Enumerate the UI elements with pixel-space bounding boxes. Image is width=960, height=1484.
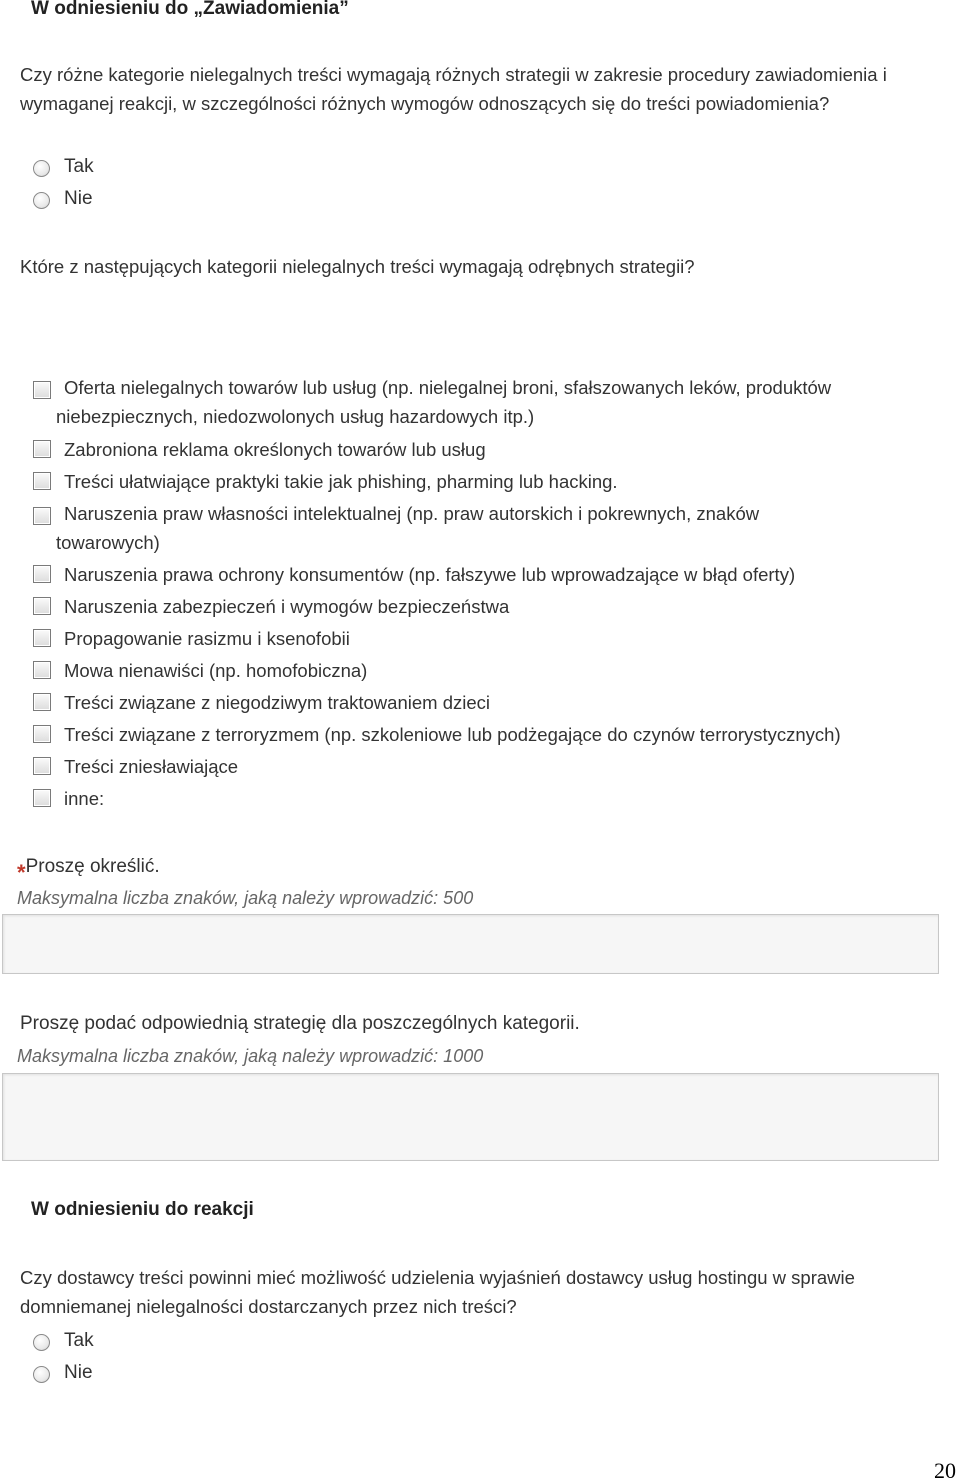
checkbox-option[interactable]: [33, 592, 934, 621]
question-text: Które z następujących kategorii nielegalnych treści wymagają odrębnych strategii?: [20, 256, 695, 277]
checkbox-option[interactable]: [33, 373, 926, 431]
page-number: 20: [934, 1458, 956, 1483]
checkbox[interactable]: [33, 472, 51, 490]
checkbox-option[interactable]: [33, 499, 856, 557]
option-label: Naruszenia praw własności intelektualnej (np. praw autorskich i pokrewnych, znaków towarowych): [56, 503, 760, 553]
checkbox[interactable]: [33, 725, 51, 743]
checkbox-option[interactable]: [33, 467, 934, 496]
option-label: Oferta nielegalnych towarów lub usług (np. nielegalnej broni, sfałszowanych leków, produktów niebezpiecznych, niedozwolonych usług hazardowych itp.): [56, 377, 832, 427]
checkbox[interactable]: [33, 507, 51, 525]
strategy-textarea[interactable]: [2, 1073, 939, 1161]
section-heading-notification: W odniesieniu do „Zawiadomienia”: [31, 0, 349, 19]
option-label: Treści związane z terroryzmem (np. szkoleniowe lub podżegające do czynów terrorystycznych): [64, 724, 841, 745]
checkbox[interactable]: [33, 565, 51, 583]
option-label: Propagowanie rasizmu i ksenofobii: [64, 628, 350, 649]
option-label: Zabroniona reklama określonych towarów lub usług: [64, 439, 486, 460]
option-label: Nie: [64, 188, 93, 209]
checkbox-option[interactable]: [33, 784, 934, 813]
option-label: Treści ułatwiające praktyki takie jak phishing, pharming lub hacking.: [64, 471, 618, 492]
checkbox[interactable]: [33, 597, 51, 615]
radio-button[interactable]: [33, 192, 50, 209]
checkbox[interactable]: [33, 440, 51, 458]
char-limit-hint: Maksymalna liczba znaków, jaką należy wprowadzić: 1000: [17, 1046, 484, 1066]
option-label: Tak: [64, 156, 94, 177]
option-label: Mowa nienawiści (np. homofobiczna): [64, 660, 368, 681]
specify-textarea[interactable]: [2, 914, 939, 974]
option-label: Nie: [64, 1362, 93, 1383]
option-label: inne:: [64, 788, 105, 809]
required-marker: *: [17, 860, 26, 885]
field-label: [17, 852, 160, 885]
checkbox-option[interactable]: [33, 624, 934, 653]
radio-option-no[interactable]: [33, 189, 93, 213]
radio-button[interactable]: [33, 160, 50, 177]
checkbox[interactable]: [33, 629, 51, 647]
option-label: Treści związane z niegodziwym traktowaniem dzieci: [64, 692, 490, 713]
radio-button[interactable]: [33, 1366, 50, 1383]
checkbox-option[interactable]: [33, 435, 934, 464]
checkbox-option[interactable]: [33, 688, 934, 717]
radio-option-yes[interactable]: [33, 157, 94, 181]
checkbox-option[interactable]: [33, 752, 934, 781]
checkbox[interactable]: [33, 693, 51, 711]
checkbox-option[interactable]: [33, 560, 934, 589]
checkbox-option[interactable]: [33, 720, 934, 749]
option-label: Naruszenia zabezpieczeń i wymogów bezpieczeństwa: [64, 596, 510, 617]
checkbox-option[interactable]: [33, 656, 934, 685]
question-text: Czy dostawcy treści powinni mieć możliwość udzielenia wyjaśnień dostawcy usług hostingu w sprawie domniemanej nielegalności dostarczanych przez nich treści?: [20, 1267, 855, 1317]
field-label-text: Proszę określić.: [25, 856, 160, 877]
question-text: Czy różne kategorie nielegalnych treści wymagają różnych strategii w zakresie procedury zawiadomienia i wymaganej reakcji, w szczególności różnych wymogów odnoszących się do treści powiadomienia?: [20, 64, 887, 114]
radio-option-no[interactable]: [33, 1363, 93, 1387]
radio-button[interactable]: [33, 1334, 50, 1351]
checkbox[interactable]: [33, 661, 51, 679]
option-label: Tak: [64, 1330, 94, 1351]
radio-option-yes[interactable]: [33, 1331, 94, 1355]
option-label: Naruszenia prawa ochrony konsumentów (np. fałszywe lub wprowadzające w błąd oferty): [64, 564, 796, 585]
checkbox[interactable]: [33, 789, 51, 807]
field-label: Proszę podać odpowiednią strategię dla poszczególnych kategorii.: [20, 1013, 580, 1034]
char-limit-hint: Maksymalna liczba znaków, jaką należy wprowadzić: 500: [17, 888, 474, 908]
checkbox[interactable]: [33, 381, 51, 399]
option-label: Treści zniesławiające: [64, 756, 239, 777]
checkbox[interactable]: [33, 757, 51, 775]
section-heading-reaction: W odniesieniu do reakcji: [31, 1199, 254, 1220]
